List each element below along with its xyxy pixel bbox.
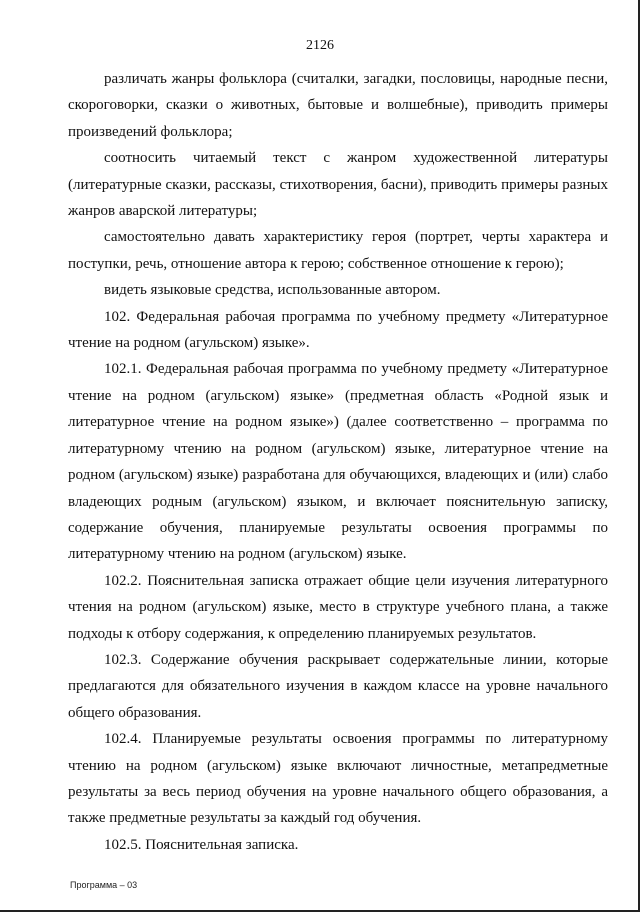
page-content xyxy=(68,66,608,858)
paragraph-section-102-1: 102.1. Федеральная рабочая программа по учебному предмету «Литературное чтение на родном (агульском) языке» (предметная область «Родной язык и литературное чтение на родном языке») (далее соответственно – программа по литературному чтению на родном (агульском) языке, литературное чтение на родном (агульском) языке) разработана для обучающихся, владеющих и (или) слабо владеющих родным (агульском) языком, и включает пояснительную записку, содержание обучения, планируемые результаты освоения программы по литературному чтению на родном (агульском) языке. xyxy=(68,361,608,563)
paragraph-folklore-genres: различать жанры фольклора (считалки, загадки, пословицы, народные песни, скороговорки, сказки о животных, бытовые и волшебные), приводить примеры произведений фольклора; xyxy=(68,71,608,140)
paragraph-language-means: видеть языковые средства, использованные автором. xyxy=(104,282,441,299)
paragraph-hero-characteristic: самостоятельно давать характеристику героя (портрет, черты характера и поступки, речь, отношение автора к герою; собственное отношение к герою); xyxy=(68,229,608,272)
page-footer: Программа – 03 xyxy=(70,880,138,890)
paragraph-section-102-3: 102.3. Содержание обучения раскрывает содержательные линии, которые предлагаются для обязательного изучения в каждом классе на уровне начального общего образования. xyxy=(68,651,608,721)
paragraph-section-102-4: 102.4. Планируемые результаты освоения программы по литературному чтению на родном (агульском) языке включают личностные, метапредметные результаты за весь период обучения на уровне начального общего образования, а также предметные результаты за каждый год обучения. xyxy=(68,731,608,827)
paragraph-section-102-5: 102.5. Пояснительная записка. xyxy=(104,836,299,853)
paragraph-section-102-2: 102.2. Пояснительная записка отражает общие цели изучения литературного чтения на родном (агульском) языке, место в структуре учебного плана, а также подходы к отбору содержания, к определению планируемых результатов. xyxy=(68,572,608,642)
paragraph-correlate-text: соотносить читаемый текст с жанром художественной литературы (литературные сказки, рассказы, стихотворения, басни), приводить примеры разных жанров аварской литературы; xyxy=(68,150,608,220)
page-number: 2126 xyxy=(306,38,334,53)
paragraph-section-102: 102. Федеральная рабочая программа по учебному предмету «Литературное чтение на родном (агульском) языке». xyxy=(68,308,608,352)
